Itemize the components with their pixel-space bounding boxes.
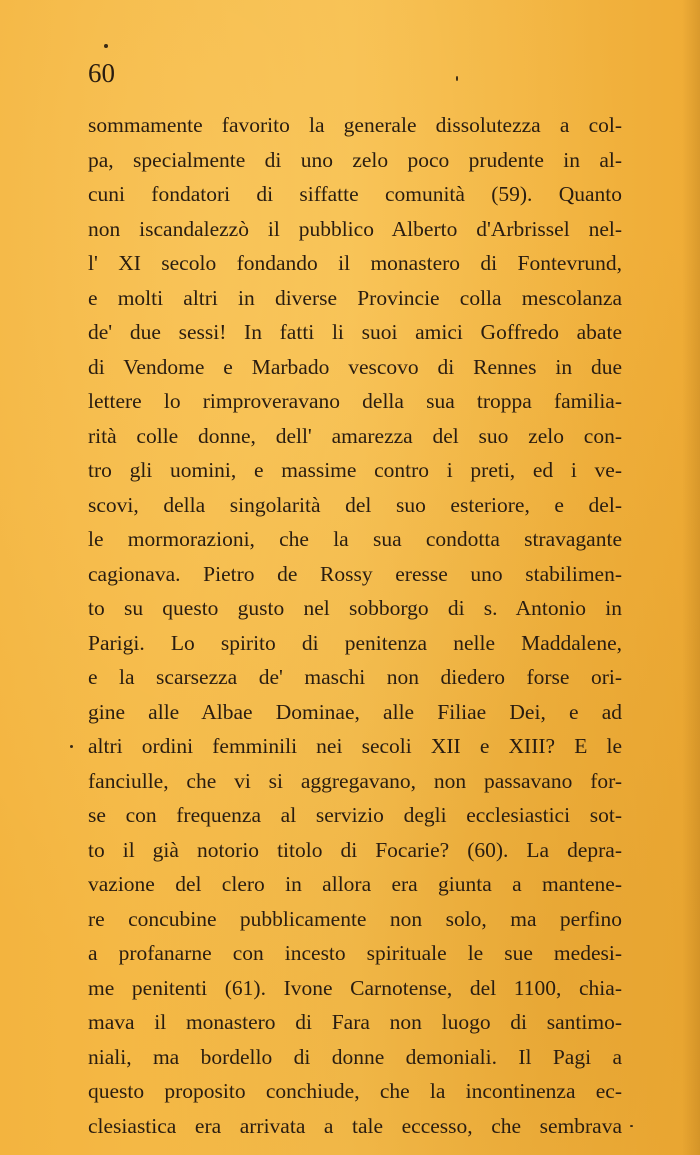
text-line: l' XI secolo fondando il monastero di Fontevrund, xyxy=(88,251,622,275)
page-edge-shadow xyxy=(682,0,700,1155)
text-line: fanciulle, che vi si aggregavano, non passavano for- xyxy=(88,768,622,793)
text-line: mava il monastero di Fara non luogo di santimo- xyxy=(88,1010,622,1034)
ink-speck xyxy=(70,745,73,748)
text-line: vazione del clero in allora era giunta a mantene- xyxy=(88,872,622,896)
text-line: questo proposito conchiude, che la incontinenza ec- xyxy=(88,1079,622,1103)
text-line: re concubine pubblicamente non solo, ma perfino xyxy=(88,906,622,931)
text-line: de' due sessi! In fatti li suoi amici Goffredo abate xyxy=(88,320,622,344)
text-line: tro gli uomini, e massime contro i preti, ed i ve- xyxy=(88,458,622,482)
text-line: e la scarsezza de' maschi non diedero forse ori- xyxy=(88,665,622,689)
text-line: sommamente favorito la generale dissolutezza a col- xyxy=(88,113,622,137)
ink-speck xyxy=(104,44,108,48)
text-line: e molti altri in diverse Provincie colla mescolanza xyxy=(88,285,622,310)
text-line: di Vendome e Marbado vescovo di Rennes in due xyxy=(88,354,622,379)
text-line: to il già notorio titolo di Focarie? (60). La depra- xyxy=(88,837,622,862)
ink-speck xyxy=(630,1125,633,1127)
text-line: pa, specialmente di uno zelo poco prudente in al- xyxy=(88,147,622,172)
text-line: se con frequenza al servizio degli ecclesiastici sot- xyxy=(88,803,622,827)
text-line: rità colle donne, dell' amarezza del suo zelo con- xyxy=(88,423,622,448)
text-line: non iscandalezzò il pubblico Alberto d'Arbrissel nel- xyxy=(88,216,622,241)
text-line: cuni fondatori di siffatte comunità (59). Quanto xyxy=(88,182,622,206)
text-line: lettere lo rimproveravano della sua troppa familia- xyxy=(88,389,622,413)
body-text xyxy=(88,108,622,1143)
text-line: clesiastica era arrivata a tale eccesso, che sembrava xyxy=(88,1113,622,1138)
ink-speck xyxy=(456,76,458,81)
text-line: altri ordini femminili nei secoli XII e XIII? E le xyxy=(88,734,622,758)
text-line: Parigi. Lo spirito di penitenza nelle Maddalene, xyxy=(88,630,622,655)
text-line: le mormorazioni, che la sua condotta stravagante xyxy=(88,527,622,551)
text-line: cagionava. Pietro de Rossy eresse uno stabilimen- xyxy=(88,561,622,586)
text-line: me penitenti (61). Ivone Carnotense, del 1100, chia- xyxy=(88,975,622,1000)
text-line: gine alle Albae Dominae, alle Filiae Dei, e ad xyxy=(88,699,622,724)
page-number: 60 xyxy=(88,58,115,88)
text-line: niali, ma bordello di donne demoniali. Il Pagi a xyxy=(88,1044,622,1069)
text-line: a profanarne con incesto spirituale le sue medesi- xyxy=(88,941,622,965)
text-line: to su questo gusto nel sobborgo di s. Antonio in xyxy=(88,596,622,620)
text-line: scovi, della singolarità del suo esteriore, e del- xyxy=(88,492,622,517)
